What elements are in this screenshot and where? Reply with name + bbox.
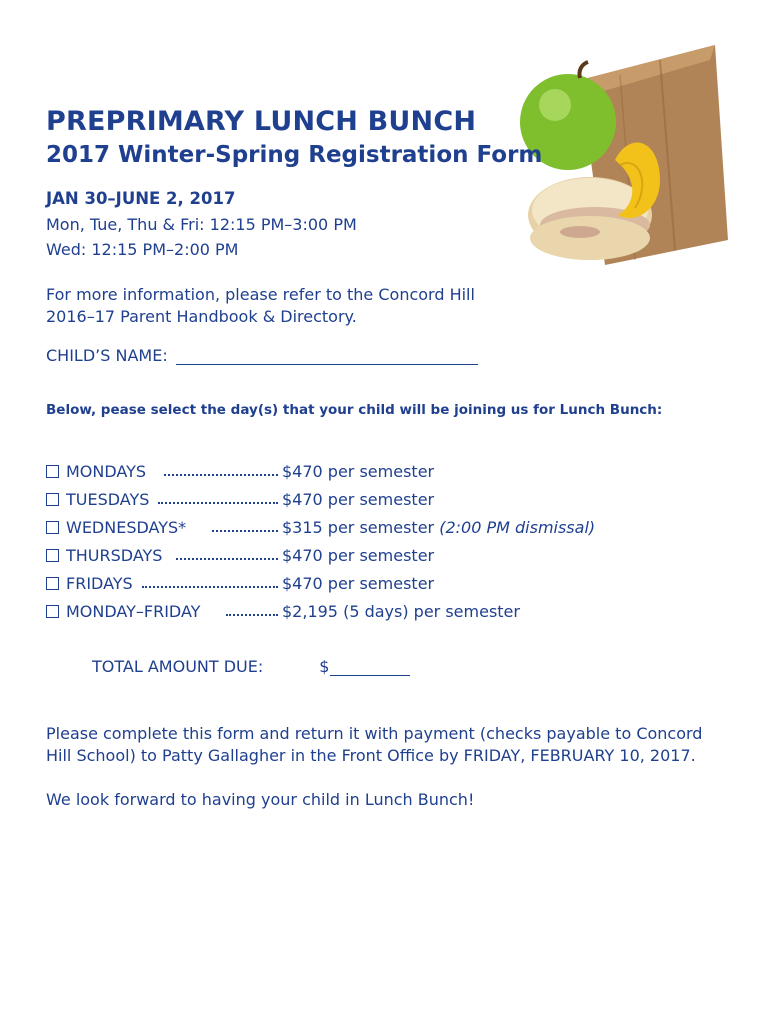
option-label: TUESDAYS — [66, 489, 150, 509]
info-line-1: For more information, please refer to the Concord Hill — [46, 285, 475, 304]
option-label: MONDAYS — [66, 461, 147, 481]
page-subtitle: 2017 Winter-Spring Registration Form — [46, 142, 543, 168]
option-label: MONDAY–FRIDAY — [66, 601, 201, 621]
option-tuesdays — [46, 485, 606, 513]
info-text — [46, 284, 516, 328]
tuesdays-checkbox[interactable] — [46, 493, 59, 506]
option-price: $315 per semester — [282, 517, 435, 537]
dot-leader — [142, 572, 278, 588]
total-amount-field[interactable] — [330, 659, 410, 676]
closing-line-2: Hill School) to Patty Gallagher in the Front Office by FRIDAY, FEBRUARY 10, 2017. — [46, 746, 696, 765]
dot-leader — [226, 600, 278, 616]
thursdays-checkbox[interactable] — [46, 549, 59, 562]
closing-instructions — [46, 723, 736, 767]
child-name-label: CHILD’S NAME: — [46, 346, 168, 365]
option-fridays — [46, 569, 606, 597]
option-thursdays — [46, 541, 606, 569]
option-price: $470 per semester — [282, 545, 435, 565]
option-price: $470 per semester — [282, 489, 435, 509]
schedule-time-wed: Wed: 12:15 PM–2:00 PM — [46, 240, 239, 259]
dot-leader — [212, 516, 278, 532]
option-mondays — [46, 457, 606, 485]
fridays-checkbox[interactable] — [46, 577, 59, 590]
option-wednesdays — [46, 513, 606, 541]
child-name-row — [46, 346, 478, 365]
mondays-checkbox[interactable] — [46, 465, 59, 478]
option-label: THURSDAYS — [66, 545, 163, 565]
currency-symbol: $ — [319, 657, 330, 676]
session-dates: JAN 30–JUNE 2, 2017 — [46, 189, 236, 208]
option-price-with-note — [282, 518, 595, 537]
option-monday-friday — [46, 597, 606, 625]
option-label: WEDNESDAYS* — [66, 517, 187, 537]
dot-leader — [176, 544, 278, 560]
farewell-message: We look forward to having your child in Lunch Bunch! — [46, 790, 475, 809]
option-note: (2:00 PM dismissal) — [439, 517, 596, 537]
info-line-2: 2016–17 Parent Handbook & Directory. — [46, 307, 357, 326]
dot-leader — [164, 460, 278, 476]
selection-instruction: Below, pease select the day(s) that your child will be joining us for Lunch Bunch: — [46, 402, 663, 418]
monday-friday-checkbox[interactable] — [46, 605, 59, 618]
dot-leader — [158, 488, 278, 504]
day-options-list — [46, 457, 606, 625]
wednesdays-checkbox[interactable] — [46, 521, 59, 534]
option-label: FRIDAYS — [66, 573, 133, 593]
total-amount-row — [92, 657, 410, 676]
option-price: $470 per semester — [282, 461, 435, 481]
option-price: $470 per semester — [282, 573, 435, 593]
lunch-bag-illustration — [510, 40, 730, 270]
total-amount-label: TOTAL AMOUNT DUE: — [92, 657, 264, 676]
option-price: $2,195 (5 days) per semester — [282, 601, 520, 621]
closing-line-1: Please complete this form and return it with payment (checks payable to Concord — [46, 724, 703, 743]
page-title: PREPRIMARY LUNCH BUNCH — [46, 106, 477, 137]
schedule-time-mon-tue-thu-fri: Mon, Tue, Thu & Fri: 12:15 PM–3:00 PM — [46, 215, 357, 234]
child-name-field[interactable] — [176, 346, 478, 365]
